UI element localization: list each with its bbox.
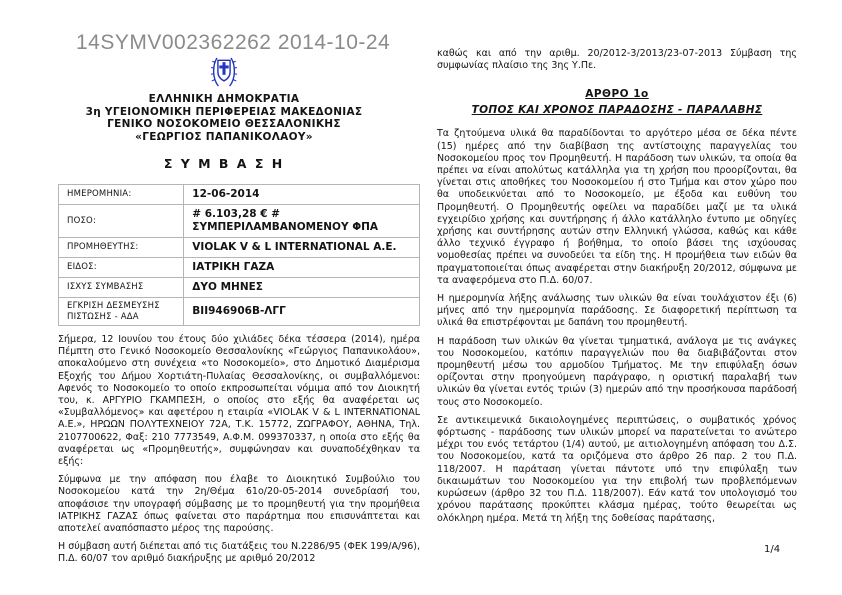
- paragraph: Σύμφωνα με την απόφαση που έλαβε το Διοικητικό Συμβούλιο του Νοσοκομείου κατά την 2η/Θέμα 61ο/20-05-2014 συνεδρίασή του, αποφάσισε την υπογραφή σύμβασης με το προμηθευτή για την προμήθεια ΙΑΤΡΙΚΗΣ ΓΑΖΑΣ όπως φαίνεται στο παράρτημα που επισυνάπτεται και αποτελεί αναπόσπαστο μέρος της παρούσης.: [58, 474, 420, 535]
- row-value: # 6.103,28 € # ΣΥΜΠΕΡΙΛΑΜΒΑΝΟΜΕΝΟΥ ΦΠΑ: [184, 205, 420, 238]
- row-value: VIOLAK V & L INTERNATIONAL Α.Ε.: [184, 238, 420, 258]
- table-row: [59, 278, 420, 298]
- page-number: 1/4: [764, 544, 781, 555]
- org-line: «ΓΕΩΡΓΙΟΣ ΠΑΠΑΝΙΚΟΛΑΟΥ»: [135, 130, 313, 143]
- row-value: ΒΙΙ946906Β-ΛΓΓ: [184, 298, 420, 326]
- row-label: ΕΙΔΟΣ:: [59, 258, 184, 278]
- row-value: ΔΥΟ ΜΗΝΕΣ: [184, 278, 420, 298]
- org-line: 3η ΥΓΕΙΟΝΟΜΙΚΗ ΠΕΡΙΦΕΡΕΙΑΣ ΜΑΚΕΔΟΝΙΑΣ: [85, 105, 363, 118]
- row-label: ΕΓΚΡΙΣΗ ΔΕΣΜΕΥΣΗΣ ΠΙΣΤΩΣΗΣ - ΑΔΑ: [59, 298, 184, 326]
- paragraph: Σήμερα, 12 Ιουνίου του έτους δύο χιλιάδες δέκα τέσσερα (2014), ημέρα Πέμπτη στο Γενικό Νοσοκομείο Θεσσαλονίκης «Γεώργιος Παπανικολάου», αποκαλούμενο στη συνέχεια «το Νοσοκομείο», στο Δημοτικό Διαμέρισμα Εξοχής του Δήμου Χορτιάτη-Πυλαίας Θεσσαλονίκης, οι συμβαλλόμενοι: Αφενός το Νοσοκομείο το οποίο εκπροσωπείται νόμιμα από τον Διοικητή του, κ. ΑΡΓΥΡΙΟ ΓΚΑΜΠΕΣΗ, ο οποίος στο εξής θα αναφέρεται ως «Συμβαλλόμενος» και αφετέρου η εταιρία «VIOLAK V & L INTERNATIONAL Α.Ε.», ΗΡΩΩΝ ΠΟΛΥΤΕΧΝΕΙΟΥ 72Α, Τ.Κ. 15772, ΖΩΓΡΑΦΟΥ, ΑΘΗΝΑ, Τηλ. 2107700622, Φαξ: 210 7773549, Α.Φ.Μ. 099370337, η οποία στο εξής θα αναφέρεται ως «Προμηθευτής», συμφώνησαν και συναποδέχθηκαν τα εξής:: [58, 334, 420, 468]
- table-row: [59, 298, 420, 326]
- intro-paragraph: καθώς και από την αριθμ. 20/2012-3/2013/23-07-2013 Σύμβαση της συμφωνίας πλαίσιο της 3ης Υ.Πε.: [437, 48, 797, 72]
- row-label: ΙΣΧΥΣ ΣΥΜΒΑΣΗΣ: [59, 278, 184, 298]
- row-label: ΗΜΕΡΟΜΗΝΙΑ:: [59, 185, 184, 205]
- registry-watermark: 14SYMV002362262 2014-10-24: [76, 31, 391, 54]
- table-row: [59, 205, 420, 238]
- hellenic-republic-emblem-icon: [209, 55, 239, 89]
- org-lines: [58, 93, 390, 143]
- right-column: [437, 48, 797, 531]
- row-label: ΠΡΟΜΗΘΕΥΤΗΣ:: [59, 238, 184, 258]
- article-heading: ΑΡΘΡΟ 1ο: [585, 88, 649, 101]
- paragraph: Η ημερομηνία λήξης ανάλωσης των υλικών θα είναι τουλάχιστον έξι (6) μήνες από την ημερομηνία παράδοσης. Σε διαφορετική περίπτωση τα υλικά θα επιστρέφονται με δαπάνη του προμηθευτή.: [437, 293, 797, 329]
- org-line: ΕΛΛΗΝΙΚΗ ΔΗΜΟΚΡΑΤΙΑ: [148, 93, 300, 105]
- paragraph: Η παράδοση των υλικών θα γίνεται τμηματικά, ανάλογα με τις ανάγκες του Νοσοκομείου, κατόπιν παραγγελιών που θα διαβιβάζονται στον προμηθευτή μέσω του αρμοδίου Τμήματος. Με την επιφύλαξη όσων ορίζονται στην προηγούμενη παράγραφο, η οριστική παραλαβή των υλικών θα γίνεται εντός τριών (3) ημερών από την προσήκουσα παράδοσή τους στο Νοσοκομείο.: [437, 335, 797, 408]
- paragraph: Η σύμβαση αυτή διέπεται από τις διατάξεις του Ν.2286/95 (ΦΕΚ 199/Α/96), Π.Δ. 60/07 τον αριθμό διακήρυξης με αριθμό 20/2012: [58, 541, 420, 565]
- contract-details-table: [58, 184, 420, 326]
- org-header: [58, 55, 390, 171]
- org-line: ΓΕΝΙΚΟ ΝΟΣΟΚΟΜΕΙΟ ΘΕΣΣΑΛΟΝΙΚΗΣ: [107, 118, 341, 130]
- article-subheading: ΤΟΠΟΣ ΚΑΙ ΧΡΟΝΟΣ ΠΑΡΑΔΟΣΗΣ - ΠΑΡΑΛΑΒΗΣ: [471, 104, 763, 117]
- row-value: 12-06-2014: [184, 185, 420, 205]
- left-column: [58, 55, 420, 572]
- row-label: ΠΟΣΟ:: [59, 205, 184, 238]
- contract-details-body: [59, 185, 420, 326]
- right-paragraphs: [437, 128, 797, 524]
- left-paragraphs: [58, 334, 420, 566]
- row-value: ΙΑΤΡΙΚΗ ΓΑΖΑ: [184, 258, 420, 278]
- table-row: [59, 258, 420, 278]
- paragraph: Σε αντικειμενικά δικαιολογημένες περιπτώσεις, ο συμβατικός χρόνος φόρτωσης - παράδοσης των υλικών μπορεί να παρατείνεται το ανώτερο μέχρι του ενός τετάρτου (1/4) αυτού, με αιτιολογημένη απόφαση του Δ.Σ. του Νοσοκομείου, κατά τα οριζόμενα στο άρθρο 26 παρ. 2 του Π.Δ. 118/2007. Η παράταση γίνεται πάντοτε υπό την επιφύλαξη των δικαιωμάτων του Νοσοκομείου για την επιβολή των προβλεπόμενων κυρώσεων (άρθρο 32 του Π.Δ. 118/2007). Εάν κατά τον υπολογισμό του χρόνου παράτασης προκύπτει κλάσμα ημέρας, τούτο θεωρείται ως ολόκληρη ημέρα. Μετά τη λήξη της δοθείσας παράτασης,: [437, 414, 797, 524]
- contract-title: Σ Υ Μ Β Α Σ Η: [163, 156, 285, 171]
- table-row: [59, 238, 420, 258]
- paragraph: Τα ζητούμενα υλικά θα παραδίδονται το αργότερο μέσα σε δέκα πέντε (15) ημέρες από την διαβίβαση της αντίστοιχης παραγγελίας του Νοσοκομείου προς τον Προμηθευτή. Η παράδοση των υλικών, τα οποία θα πρέπει να είναι απολύτως κατάλληλα για τη χρήση που προορίζονται, θα γίνεται στις αποθήκες του Νοσοκομείου ή στο Τμήμα και στον χώρο που θα υποδεικνύεται από το Νοσοκομείο, με έξοδα και ευθύνη του Προμηθευτή. Ο Προμηθευτής οφείλει να παραδίδει μαζί με τα υλικά εγχειρίδιο χρήσης και συντήρησης ή άλλο κατάλληλο έντυπο με οδηγίες χρήσης και συντήρησης αυτών στην Ελληνική γλώσσα, καθώς και κάθε άλλο τεχνικό έγγραφο ή βοήθημα, το οποίο βάσει της ισχύουσας νομοθεσίας πρέπει να συνοδεύει τα είδη της. Η προμήθεια των ειδών θα πραγματοποιείται όπως αναφέρεται στην διακήρυξη 20/2012, σύμφωνα με τα αναφερόμενα στο Π.Δ. 60/07.: [437, 128, 797, 286]
- table-row: [59, 185, 420, 205]
